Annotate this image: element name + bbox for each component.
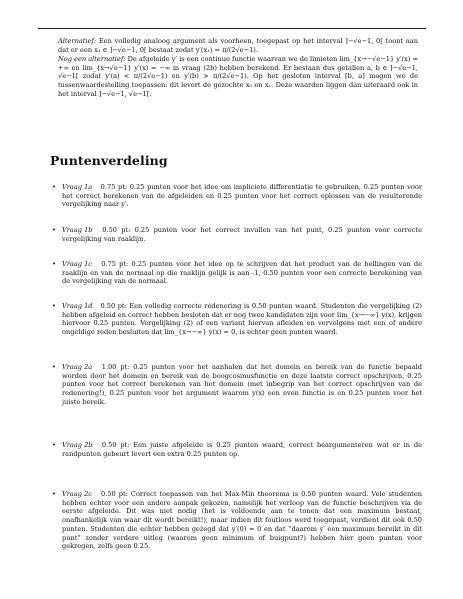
- bullet-icon: •: [52, 363, 56, 371]
- list-item: [52, 490, 422, 551]
- question-label: Vraag 1b: [62, 226, 93, 234]
- points-value: 0.50 pt:: [101, 441, 130, 449]
- list-item: [52, 183, 422, 209]
- bullet-icon: •: [52, 490, 56, 498]
- alternative-label: Alternatief:: [58, 37, 97, 45]
- bullet-icon: •: [52, 302, 56, 310]
- bullet-icon: •: [52, 183, 56, 191]
- grading-text: Een volledig correcte redenering is 0.50 punten waard. Studenten die vergelijking (2) hebben afgeleid en correct hebben besloten dat er nog twee kandidaten zijn voor lim_{x→−∞} y(x), krijgen hiervoor 0.25 punten. Vergelijking (2) of een variant hiervan afleiden en vervolgens met een of andere ongeldige reden besluiten dat lim_{x→−∞} y(x) = 0, is echter geen punten waard.: [62, 302, 422, 337]
- question-label: Vraag 2c: [62, 490, 92, 498]
- question-label: Vraag 1c: [62, 260, 92, 268]
- alternative-label: Nog een alternatief:: [58, 55, 126, 64]
- grading-text: 0.25 punten voor het correct invullen van het punt, 0.25 punten voor correcte vergelijking van raaklijn.: [62, 226, 422, 243]
- points-value: 0.75 pt:: [101, 260, 129, 268]
- bullet-icon: •: [52, 260, 56, 268]
- grading-text: 0.25 punten voor het idee op te schrijven dat het product van de hellingen van de raaklijn en van de normaal op die raaklijn gelijk is aan -1, 0.50 punten voor een correcte berekening van de vergelijking van de normaal.: [62, 260, 422, 286]
- list-item: [52, 441, 422, 458]
- points-value: 1.00 pt:: [101, 363, 130, 371]
- grading-text: 0.25 punten voor het idee om impliciete differentiatie te gebruiken, 0.25 punten voor het correct berekenen van de afgeleiden en 0.25 punten voor het correct oplossen van de resulterende vergelijking naar y′.: [62, 183, 422, 209]
- points-value: 0.50 pt:: [101, 490, 128, 498]
- section-title: Puntenverdeling: [50, 153, 168, 168]
- list-item: [52, 260, 422, 286]
- question-label: Vraag 1d: [62, 302, 93, 310]
- list-item: [52, 226, 422, 243]
- question-label: Vraag 2a: [62, 363, 93, 371]
- grading-text: Een juiste afgeleide is 0.25 punten waard, correct beargumenteren wat er in de randpunten gebeurt levert een extra 0.25 punten op.: [62, 441, 422, 458]
- grading-text: 0.25 punten voor het aanhalen dat het domein en bereik van de functie bepaald worden door het domein en bereik van de boogcosinusfunctie en deze laatste correct opschrijven, 0.25 punten voor het correct berekenen van het domein (met inbegrip van het correct opschrijven van de redenering!), 0.25 punten voor het argument waarom y(x) een even functie is en 0.25 punten voor het juiste bereik.: [62, 363, 423, 406]
- points-value: 0.50 pt:: [102, 226, 131, 234]
- points-value: 0.50 pt:: [100, 302, 127, 310]
- grading-text: Correct toepassen van het Max-Min theorema is 0.50 punten waard. Vele studenten hebben echter voor een andere aanpak gekozen, namelijk het verloop van de functie beschrijven via de eerste afgeleide. Dit was niet nodig (het is voldoende aan te tonen dat een maximum bestaat, onafhankelijk van waar dit wordt bereikt!), maar indien dit foutloos werd toegepast, verdient dit ook 0.50 punten. Studenten die echter hebben gezegd dat y′(0) = 0 en dat “daarom y′ een maximum bereikt in dit punt” zonder verdere uitleg (waarom geen minimum of buigpunt?) hebben hier geen punten voor gekregen, zelfs geen 0.25.: [62, 490, 422, 551]
- list-item: [52, 302, 422, 337]
- alternative-text: Een volledig analoog argument als voorheen, toegepast op het interval ]−√e−1, 0[ toont aan dat er een x₁ ∈ ]−√e−1, 0[ bestaat zodat y′(x₁) = π/(2√e−1).: [58, 37, 418, 54]
- points-value: 0.75 pt:: [100, 183, 128, 191]
- list-item: [52, 363, 423, 407]
- alternative-text: De afgeleide y′ is een continue functie waarvan we de limieten lim_{x→−√e−1} y′(x) = +∞ en lim_{x→√e−1} y′(x) = −∞ in vraag (2b) hebben berekend. Er bestaan dus getallen a, b ∈ ]−√e−1, √e−1[ zodat y′(a) < π/(2√e−1) en y′(b) > π/(2√e−1). Op het gesloten interval [b, a] mogen we de tussenwaardestelling toepassen: dit levert de gezochte x₀ en x₁. Deze waarden liggen dan uiteraard ook in het interval ]−√e−1, √e−1[.: [58, 55, 418, 98]
- bullet-icon: •: [52, 441, 56, 449]
- question-label: Vraag 1a: [62, 183, 93, 191]
- question-label: Vraag 2b: [62, 441, 93, 449]
- bullet-icon: •: [52, 226, 56, 234]
